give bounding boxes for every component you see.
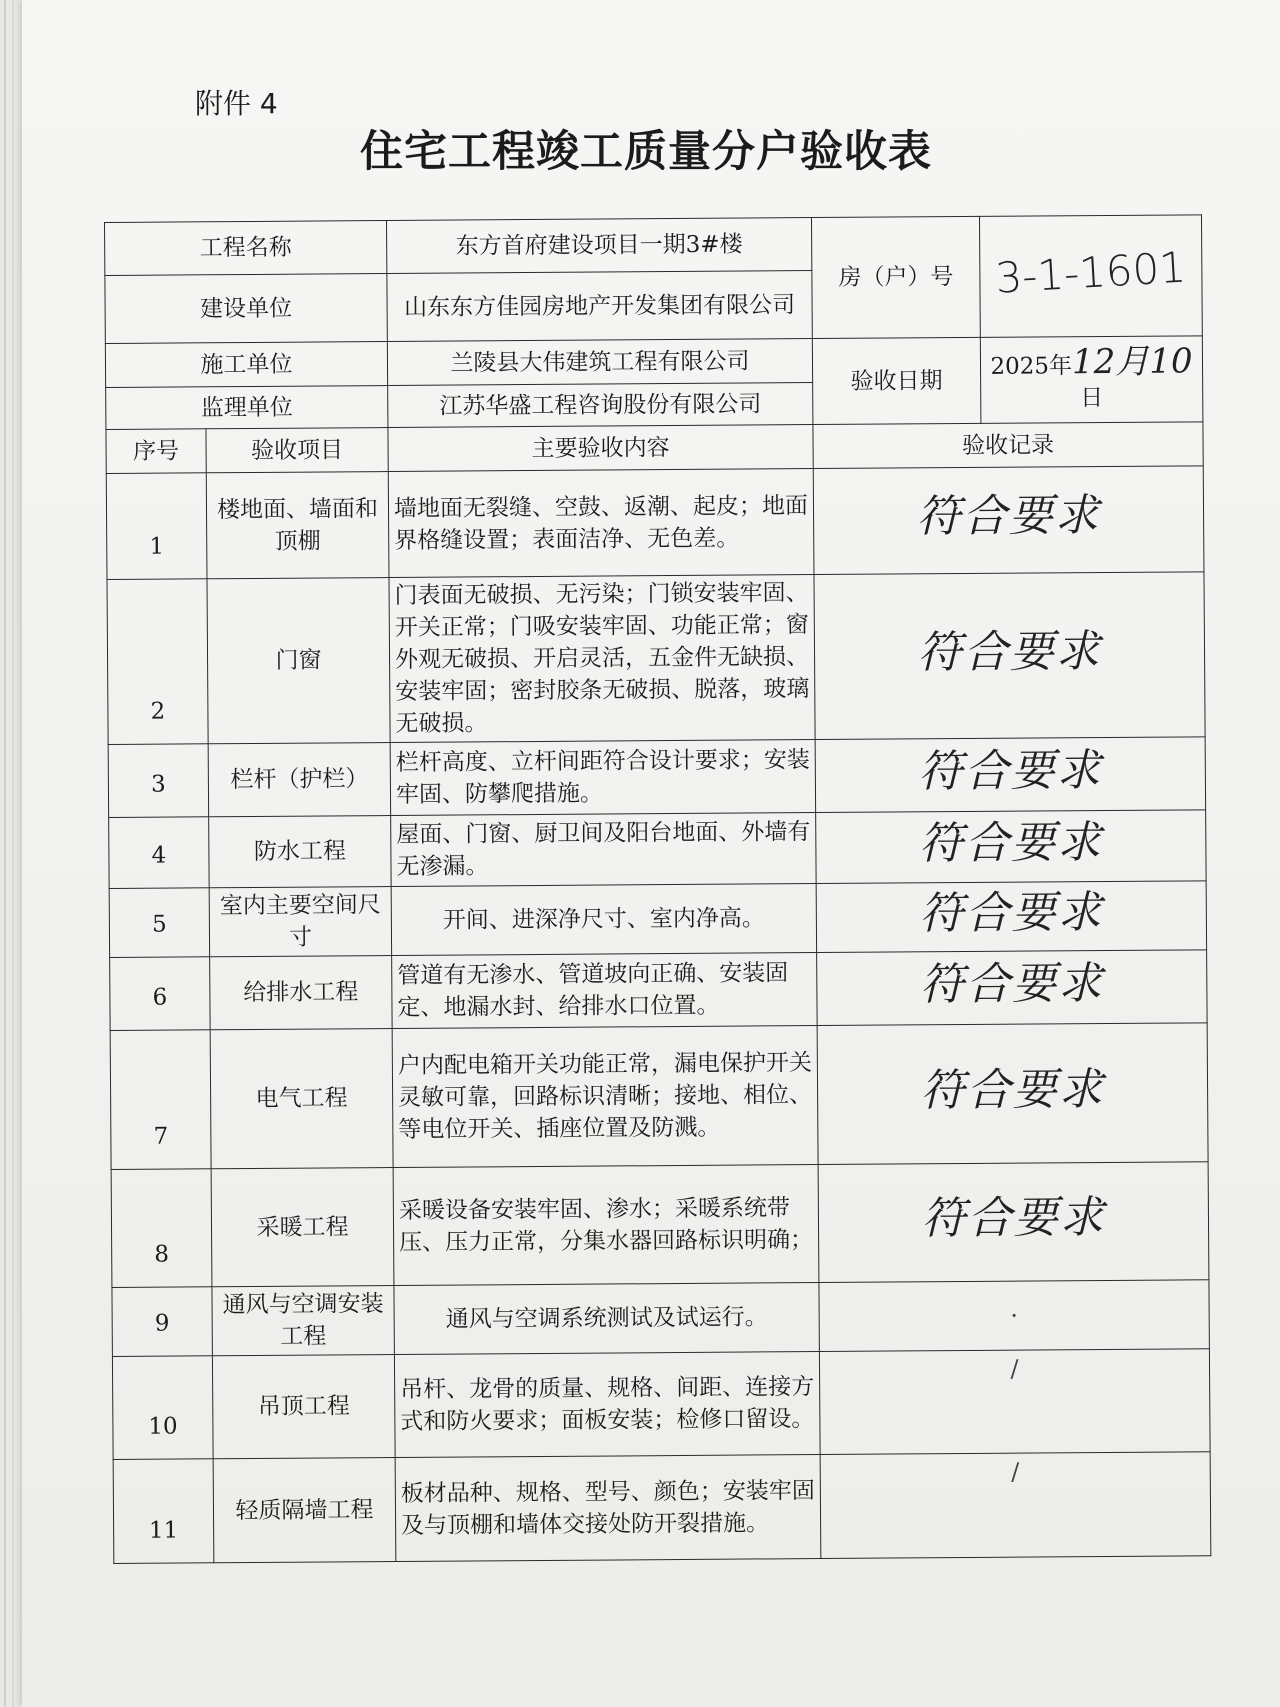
row-seq: 1 xyxy=(106,473,207,580)
record-handwritten: 符合要求 xyxy=(918,744,1103,797)
row-item: 室内主要空间尺寸 xyxy=(209,887,391,957)
date-year: 2025年 xyxy=(990,352,1073,380)
room-number-handwritten: 3-1-1601 xyxy=(994,242,1188,303)
row-content: 门表面无破损、无污染；门锁安装牢固、开关正常；门吸安装牢固、功能正常；窗外观无破损、开启灵活，五金件无缺损、 安装牢固；密封胶条无破损、脱落，玻璃无破损。 xyxy=(389,575,815,743)
table-row xyxy=(110,1023,1208,1170)
record-handwritten: 符合要求 xyxy=(921,1192,1106,1245)
row-content: 管道有无渗水、管道坡向正确、安装固定、地漏水封、给排水口位置。 xyxy=(392,953,817,1029)
row-seq: 2 xyxy=(107,579,208,745)
builder-label: 建设单位 xyxy=(105,274,387,344)
table-row xyxy=(110,950,1207,1031)
builder-value: 山东东方佳园房地产开发集团有限公司 xyxy=(387,271,812,342)
row-record xyxy=(819,1349,1210,1455)
record-mark: / xyxy=(1011,1457,1020,1486)
row-record xyxy=(817,950,1208,1026)
row-item: 采暖工程 xyxy=(211,1168,394,1287)
row-record xyxy=(814,572,1205,740)
underlying-page-edge xyxy=(12,0,14,1707)
row-item: 防水工程 xyxy=(209,816,391,888)
record-mark: / xyxy=(1010,1354,1019,1383)
attachment-label: 附件 4 xyxy=(195,87,278,120)
table-row xyxy=(109,810,1206,889)
record-handwritten: 符合要求 xyxy=(916,490,1101,543)
row-content: 吊杆、龙骨的质量、规格、间距、连接方式和防火要求；面板安装；检修口留设。 xyxy=(394,1352,820,1458)
row-item: 给排水工程 xyxy=(210,956,393,1030)
row-record xyxy=(816,810,1206,884)
table-row xyxy=(108,737,1205,818)
info-row-project xyxy=(105,215,1202,276)
row-content: 墙地面无裂缝、空鼓、返潮、起皮；地面界格缝设置；表面洁净、无色差。 xyxy=(388,469,814,578)
header-content: 主要验收内容 xyxy=(388,425,813,472)
date-cell xyxy=(980,336,1203,424)
table-header-row xyxy=(106,422,1203,474)
table-row xyxy=(107,572,1205,745)
header-item: 验收项目 xyxy=(206,428,388,473)
row-seq: 8 xyxy=(111,1169,212,1288)
row-content: 板材品种、规格、型号、颜色；安装牢固及与顶棚和墙体交接处防开裂措施。 xyxy=(395,1455,821,1562)
record-handwritten: 符合要求 xyxy=(918,816,1104,869)
row-seq: 11 xyxy=(113,1459,214,1564)
info-row-contractor xyxy=(105,336,1202,388)
row-content: 开间、进深净尺寸、室内净高。 xyxy=(391,884,816,956)
record-handwritten: 符合要求 xyxy=(919,957,1105,1010)
form-title: 住宅工程竣工质量分户验收表 xyxy=(360,127,932,177)
row-seq: 9 xyxy=(112,1287,212,1357)
row-item: 吊顶工程 xyxy=(212,1355,395,1459)
supervisor-value: 江苏华盛工程咨询股份有限公司 xyxy=(388,383,813,428)
room-label: 房（户）号 xyxy=(811,216,980,338)
table-row xyxy=(109,881,1206,958)
row-seq: 3 xyxy=(108,744,209,818)
row-item: 门窗 xyxy=(207,578,390,744)
record-handwritten: 符合要求 xyxy=(920,1063,1105,1116)
room-number-cell xyxy=(979,215,1202,338)
supervisor-label: 监理单位 xyxy=(106,386,388,430)
row-item: 电气工程 xyxy=(210,1029,393,1169)
row-record xyxy=(813,466,1204,575)
row-item: 栏杆（护栏） xyxy=(208,743,391,817)
date-label: 验收日期 xyxy=(812,337,981,424)
row-record xyxy=(820,1452,1211,1559)
row-seq: 6 xyxy=(110,957,211,1031)
acceptance-table xyxy=(104,214,1211,1564)
row-content: 通风与空调系统测试及试运行。 xyxy=(394,1283,819,1355)
row-item: 轻质隔墙工程 xyxy=(213,1457,396,1562)
underlying-page-edge xyxy=(4,0,6,1707)
row-content: 户内配电箱开关功能正常，漏电保护开关灵敏可靠，回路标识清晰；接地、相位、等电位开关、插座位置及防溅。 xyxy=(392,1026,818,1168)
contractor-label: 施工单位 xyxy=(105,342,387,388)
row-item: 楼地面、墙面和顶棚 xyxy=(206,472,389,579)
row-content: 屋面、门窗、厨卫间及阳台地面、外墙有无渗漏。 xyxy=(391,813,816,887)
header-record: 验收记录 xyxy=(813,422,1203,469)
table-row xyxy=(112,1280,1209,1357)
row-content: 采暖设备安装牢固、渗水；采暖系统带压、压力正常，分集水器回路标识明确； xyxy=(393,1165,819,1286)
table-row xyxy=(106,466,1204,580)
row-content: 栏杆高度、立杆间距符合设计要求；安装牢固、防攀爬措施。 xyxy=(390,740,815,816)
table-row xyxy=(113,1452,1211,1564)
row-record xyxy=(815,737,1206,813)
table-row xyxy=(111,1162,1209,1288)
row-record xyxy=(818,1162,1209,1283)
record-handwritten: 符合要求 xyxy=(919,886,1104,939)
date-handwritten: 12月10 xyxy=(1071,340,1193,382)
row-seq: 5 xyxy=(109,888,209,958)
record-mark: · xyxy=(1010,1301,1019,1330)
header-seq: 序号 xyxy=(106,429,206,474)
project-value: 东方首府建设项目一期3#楼 xyxy=(386,218,811,274)
row-record xyxy=(816,881,1206,953)
row-seq: 10 xyxy=(112,1356,213,1460)
table-row xyxy=(112,1349,1210,1460)
record-handwritten: 符合要求 xyxy=(917,625,1102,678)
row-seq: 4 xyxy=(109,817,209,889)
acceptance-form xyxy=(104,214,1211,1564)
row-item: 通风与空调安装工程 xyxy=(212,1286,394,1356)
date-day: 日 xyxy=(1080,384,1104,411)
row-record xyxy=(817,1023,1208,1165)
contractor-value: 兰陵县大伟建筑工程有限公司 xyxy=(387,339,812,386)
row-record xyxy=(819,1280,1209,1352)
row-seq: 7 xyxy=(110,1030,211,1170)
project-label: 工程名称 xyxy=(105,221,387,276)
